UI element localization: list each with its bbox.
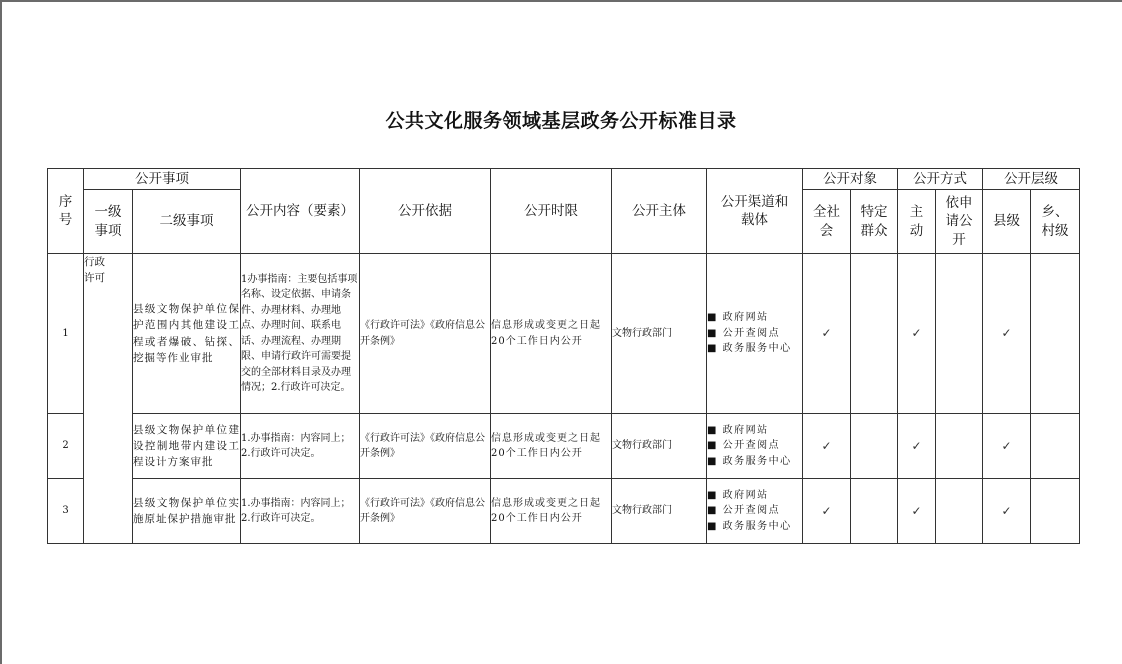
empty-target-specific bbox=[851, 479, 898, 544]
header-level2-item: 二级事项 bbox=[133, 190, 241, 254]
channel-reading-point: ■ 公开查阅点 bbox=[707, 440, 781, 452]
header-channel bbox=[707, 169, 803, 254]
empty-level-township bbox=[1031, 414, 1080, 479]
empty-target-specific bbox=[851, 254, 898, 414]
check-target-all: ✓ bbox=[803, 479, 851, 544]
row-time-limit: 信息形成或变更之日起20个工作日内公开 bbox=[491, 479, 612, 544]
header-level: 公开层级 bbox=[983, 169, 1080, 190]
header-level1-item bbox=[84, 190, 133, 254]
channel-service-center: ■ 政务服务中心 bbox=[707, 520, 792, 532]
empty-mode-request bbox=[936, 414, 983, 479]
header-level1-item-text: 一级事项 bbox=[94, 204, 122, 239]
check-mode-active: ✓ bbox=[898, 254, 936, 414]
row-subject: 文物行政部门 bbox=[612, 414, 707, 479]
page-border-top bbox=[0, 0, 1122, 2]
check-mode-active: ✓ bbox=[898, 414, 936, 479]
level1-item-cell bbox=[84, 254, 133, 544]
row-channel bbox=[707, 479, 803, 544]
empty-target-specific bbox=[851, 414, 898, 479]
empty-mode-request bbox=[936, 254, 983, 414]
header-target-specific bbox=[851, 190, 898, 254]
header-seq bbox=[48, 169, 84, 254]
channel-website: ■ 政府网站 bbox=[707, 312, 769, 324]
row-item: 县级文物保护单位实施原址保护措施审批 bbox=[133, 479, 241, 544]
channel-website: ■ 政府网站 bbox=[707, 424, 769, 436]
table-row bbox=[48, 254, 1080, 414]
header-seq-text: 序号 bbox=[58, 193, 73, 228]
row-item: 县级文物保护单位保护范围内其他建设工程或者爆破、钻探、挖掘等作业审批 bbox=[133, 254, 241, 414]
empty-mode-request bbox=[936, 479, 983, 544]
row-number: 1 bbox=[48, 254, 84, 414]
check-target-all: ✓ bbox=[803, 414, 851, 479]
empty-level-township bbox=[1031, 479, 1080, 544]
row-basis: 《行政许可法》《政府信息公开条例》 bbox=[360, 479, 491, 544]
channel-website: ■ 政府网站 bbox=[707, 489, 769, 501]
empty-level-township bbox=[1031, 254, 1080, 414]
row-item: 县级文物保护单位建设控制地带内建设工程设计方案审批 bbox=[133, 414, 241, 479]
page-border-left bbox=[0, 0, 2, 664]
header-subject: 公开主体 bbox=[612, 169, 707, 254]
channel-service-center: ■ 政务服务中心 bbox=[707, 343, 792, 355]
row-basis: 《行政许可法》《政府信息公开条例》 bbox=[360, 254, 491, 414]
check-level-county: ✓ bbox=[983, 479, 1031, 544]
check-level-county: ✓ bbox=[983, 254, 1031, 414]
catalog-table bbox=[47, 168, 1080, 544]
header-mode-request-text: 依申请公开 bbox=[945, 195, 973, 248]
row-number: 2 bbox=[48, 414, 84, 479]
header-target-all-text: 全社会 bbox=[813, 204, 840, 239]
header-mode-active bbox=[898, 190, 936, 254]
row-number: 3 bbox=[48, 479, 84, 544]
header-mode-request bbox=[936, 190, 983, 254]
header-target-all bbox=[803, 190, 851, 254]
header-target-specific-text: 特定群众 bbox=[860, 204, 888, 239]
header-level-township bbox=[1031, 190, 1080, 254]
channel-reading-point: ■ 公开查阅点 bbox=[707, 327, 781, 339]
row-subject: 文物行政部门 bbox=[612, 479, 707, 544]
page-title: 公共文化服务领域基层政务公开标准目录 bbox=[385, 110, 737, 132]
header-mode-active-text: 主动 bbox=[909, 204, 924, 239]
header-level-county: 县级 bbox=[983, 190, 1031, 254]
header-time-limit: 公开时限 bbox=[491, 169, 612, 254]
row-time-limit: 信息形成或变更之日起20个工作日内公开 bbox=[491, 414, 612, 479]
header-mode: 公开方式 bbox=[898, 169, 983, 190]
row-content: 1.办事指南：内容同上；2.行政许可决定。 bbox=[241, 414, 360, 479]
row-basis: 《行政许可法》《政府信息公开条例》 bbox=[360, 414, 491, 479]
table-row bbox=[48, 414, 1080, 479]
header-public-item: 公开事项 bbox=[84, 169, 241, 190]
table-row bbox=[48, 479, 1080, 544]
row-content: 1办事指南：主要包括事项名称、设定依据、申请条件、办理材料、办理地点、办理时间、联系电话、办理流程、办理期限、申请行政许可需要提交的全部材料目录及办理情况；2.行政许可决定。 bbox=[241, 254, 360, 414]
row-channel bbox=[707, 254, 803, 414]
row-subject: 文物行政部门 bbox=[612, 254, 707, 414]
level1-item-text: 行政许可 bbox=[84, 256, 105, 285]
channel-service-center: ■ 政务服务中心 bbox=[707, 455, 792, 467]
check-mode-active: ✓ bbox=[898, 479, 936, 544]
row-time-limit: 信息形成或变更之日起20个工作日内公开 bbox=[491, 254, 612, 414]
header-target: 公开对象 bbox=[803, 169, 898, 190]
check-target-all: ✓ bbox=[803, 254, 851, 414]
row-channel bbox=[707, 414, 803, 479]
header-basis: 公开依据 bbox=[360, 169, 491, 254]
row-content: 1.办事指南：内容同上；2.行政许可决定。 bbox=[241, 479, 360, 544]
header-channel-text: 公开渠道和载体 bbox=[720, 193, 789, 228]
header-content: 公开内容（要素） bbox=[241, 169, 360, 254]
check-level-county: ✓ bbox=[983, 414, 1031, 479]
header-level-township-text: 乡、村级 bbox=[1041, 204, 1069, 239]
channel-reading-point: ■ 公开查阅点 bbox=[707, 505, 781, 517]
